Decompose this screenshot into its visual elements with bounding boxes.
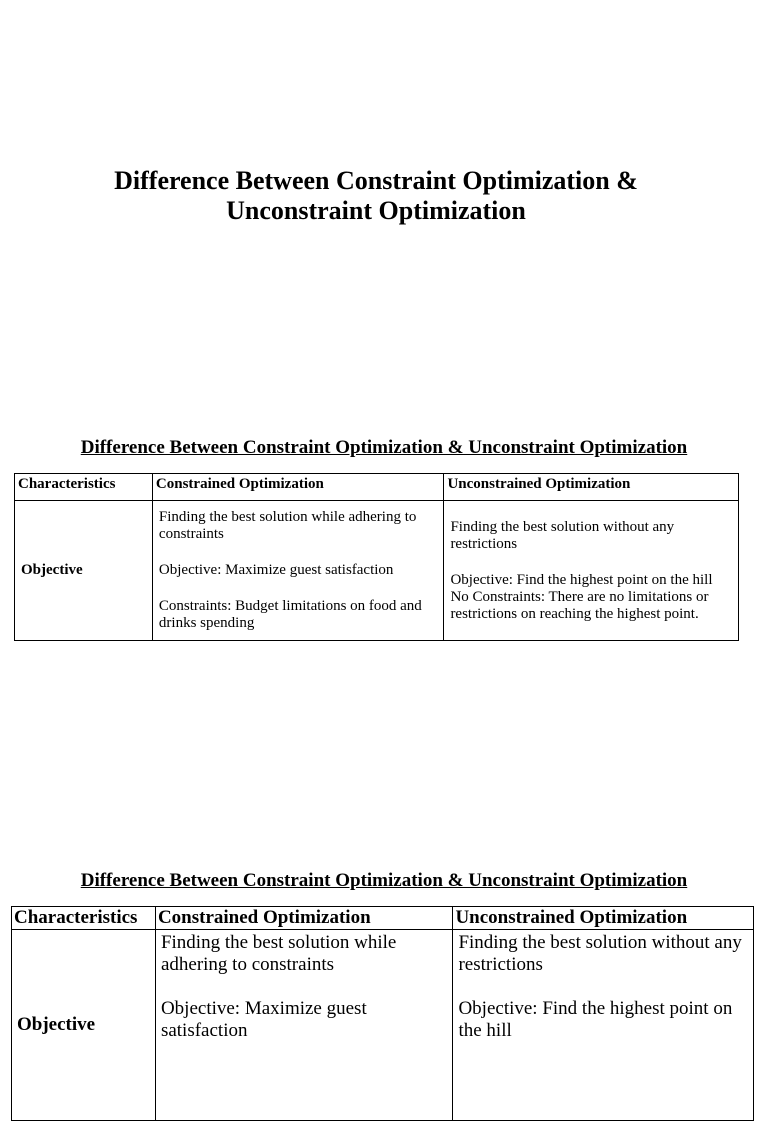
unconstrained-no-constraints: No Constraints: There are no limitations or restrictions on reaching the highest point. [450,588,709,622]
unconstrained-objective: Objective: Find the highest point on the hill [458,998,733,1041]
comparison-table-2 [11,906,754,1121]
comparison-table-1 [14,473,739,641]
unconstrained-definition: Finding the best solution without any restrictions [450,518,675,552]
header-characteristics: Characteristics [12,907,156,930]
table-row [15,501,739,641]
header-constrained: Constrained Optimization [155,907,453,930]
constrained-definition: Finding the best solution while adhering to constraints [158,509,417,542]
constrained-objective: Objective: Maximize guest satisfaction [158,562,394,578]
page-title-line-2: Unconstraint Optimization [226,196,526,225]
header-characteristics: Characteristics [15,474,153,501]
unconstrained-definition: Finding the best solution without any restrictions [458,932,742,975]
unconstrained-cell [453,930,754,1121]
header-unconstrained: Unconstrained Optimization [453,907,754,930]
unconstrained-cell [444,501,739,641]
constrained-cell [155,930,453,1121]
constrained-definition: Finding the best solution while adhering to constraints [160,932,397,975]
row-label-objective: Objective [15,501,153,641]
section-2-heading: Difference Between Constraint Optimization & Unconstraint Optimization [80,870,688,891]
table-header-row [12,907,754,930]
header-constrained: Constrained Optimization [152,474,444,501]
header-unconstrained: Unconstrained Optimization [444,474,739,501]
page-title-line-1: Difference Between Constraint Optimization & [114,166,638,195]
page-title [0,166,752,226]
section-1-heading: Difference Between Constraint Optimization & Unconstraint Optimization [80,437,688,458]
constrained-constraints: Constraints: Budget limitations on food and drinks spending [158,598,422,631]
unconstrained-objective: Objective: Find the highest point on the hill [450,571,713,588]
constrained-objective: Objective: Maximize guest satisfaction [160,998,367,1041]
row-label-objective: Objective [12,930,156,1121]
table-header-row [15,474,739,501]
table-row [12,930,754,1121]
constrained-cell [152,501,444,641]
